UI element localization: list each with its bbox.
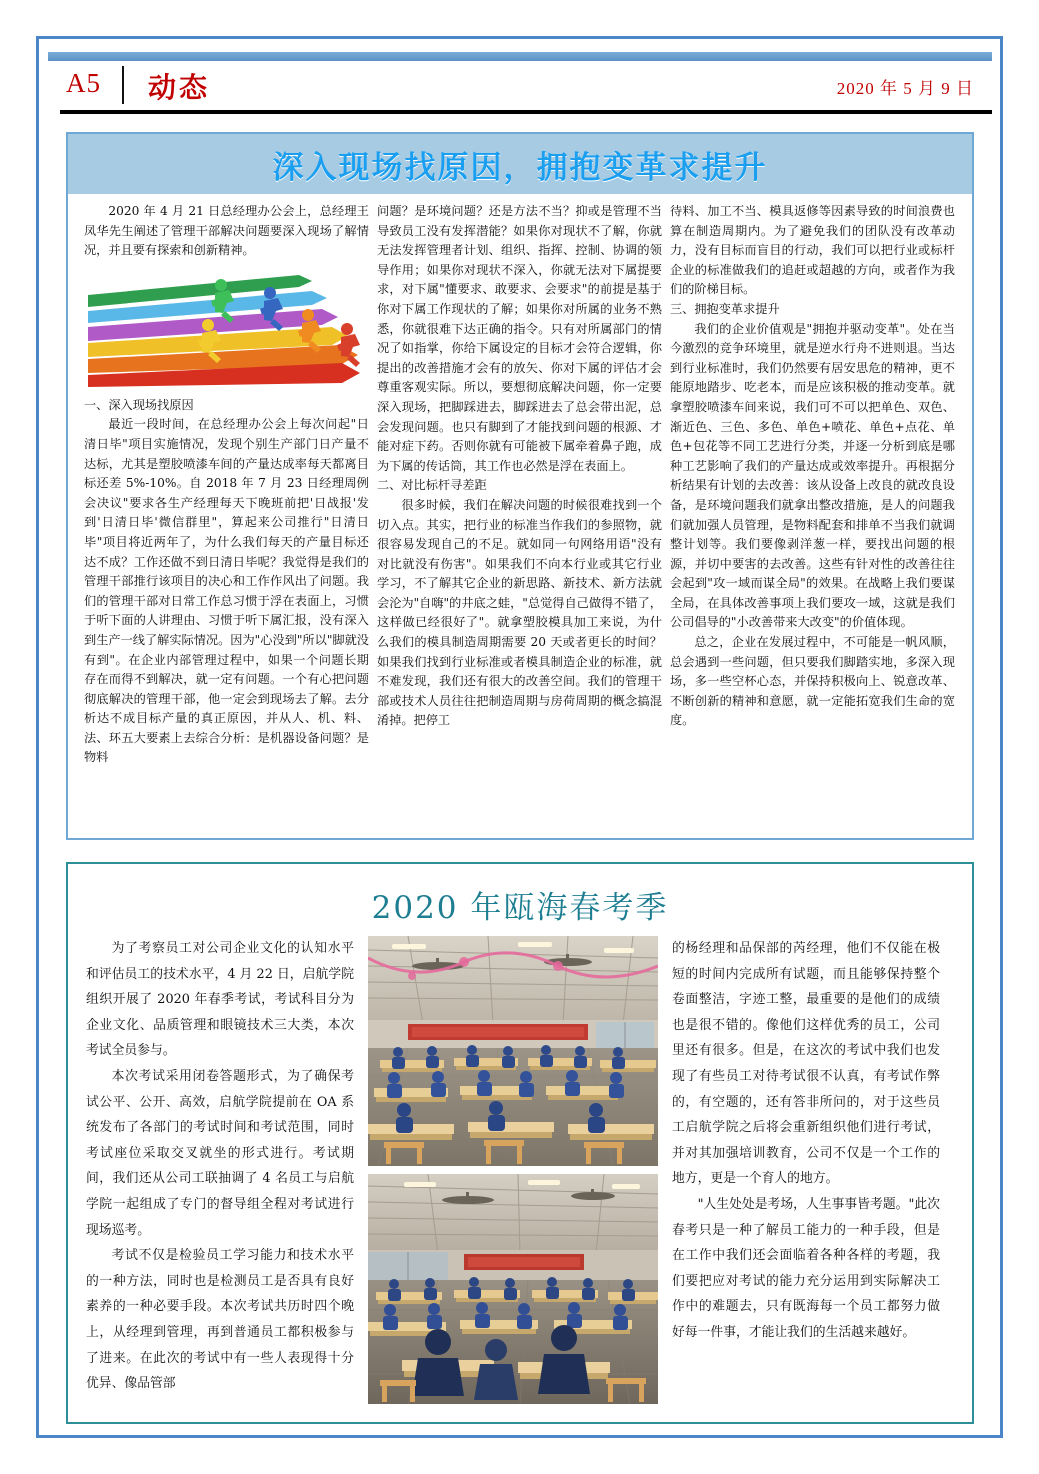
article1-col1-subhead: 一、深入现场找原因 [84,397,194,412]
masthead-blue-bar [48,52,992,61]
article1-columns [84,202,956,832]
article1-col2-body-a [377,202,662,476]
article1-col1-body [84,415,369,768]
article2-left-paragraph-3: 考试不仅是检验员工学习能力和技术水平的一种方法，同时也是检测员工是否具有良好素养的一种必要手段。本次考试共历时四个晚上，从经理到管理，再到普通员工都积极参与了进来。在此次的考试中有一些人表现得十分优异、像品管部 [86,1248,354,1392]
issue-date: 2020 年 5 月 9 日 [836,79,974,98]
article2-title: 2020 年瓯海春考季 [371,890,669,926]
page-border-top [36,36,1003,39]
article1-col2-subhead: 二、对比标杆寻差距 [377,478,487,493]
page-number: A5 [66,68,101,98]
exam-room-photo-1 [368,936,658,1166]
page-border-bottom [36,1435,1003,1438]
article2-right-body [672,936,940,1346]
article1-column-3 [670,202,955,832]
article-deep-dive [66,132,974,840]
runners-illustration [84,265,369,390]
article1-lead-paragraph: 2020 年 4 月 21 日总经理办公会上，总经理王凤华先生阐述了管理干部解决问题要深入现场了解情况，并且要有探索和创新精神。 [84,204,369,258]
article2-column-left [86,936,354,1406]
article1-col3-paragraph-3: 总之，企业在发展过程中，不可能是一帆风顺，总会遇到一些问题，但只要我们脚踏实地，多深入现场，多一些空杯心态，并保持积极向上、锐意改革、不断创新的精神和意愿，就一定能拓宽我们生命的宽度。 [670,635,955,728]
article1-title: 深入现场找原因，拥抱变革求提升 [272,149,768,186]
article2-left-paragraph-1: 为了考察员工对公司企业文化的认知水平和评估员工的技术水平，4 月 22 日，启航学院组织开展了 2020 年春季考试，考试科目分为企业文化、品质管理和眼镜技术三大类，本次考试全员参与。 [86,941,354,1059]
article2-body [86,936,954,1406]
article1-col1-paragraph: 最近一段时间，在总经理办公会上每次问起"日清日毕"项目实施情况，发现个别生产部门日产量不达标，尤其是塑胶喷漆车间的产量达成率每天都离目标还差 5%-10%。自 2018 年 7 月 23 日经理周例会决议"要求各生产经理每天下晚班前把'日战报'发到'日清日毕'微信群里"，算起来公司推行"日清日毕"项目将近两年了，为什么我们每天的产量目标还达不成？工作还做不到日清日毕呢？我觉得是我们的管理干部推行该项目的决心和工作作风出了问题。我们的管理干部对日常工作总习惯于浮在表面上，习惯于听下面的人讲理由、习惯于听下属汇报，没有深入到生产一线了解实际情况。因为"心没到"所以"脚就没有到"。在企业内部管理过程中，如果一个问题长期存在而得不到解决，就一定有问题。一个有心把问题彻底解决的管理干部，他一定会到现场去了解。去分析达不成目标产量的真正原因，并从人、机、料、法、环五大要素上去综合分析：是机器设备问题？是物料 [84,417,369,765]
article2-right-paragraph-2: "人生处处是考场，人生事事皆考题。"此次春考只是一种了解员工能力的一种手段，但是在工作中我们还会面临着各种各样的考题，我们要把应对考试的能力充分运用到实际解决工作中的难题去，只有既海每一个员工都努力做好每一件事，才能让我们的生活越来越好。 [672,1196,940,1340]
article1-column-2 [377,202,662,832]
article2-column-right [672,936,940,1406]
article2-photo-stack [368,936,658,1406]
exam-room-photo-2 [368,1174,658,1404]
article2-right-paragraph-1: 的杨经理和品保部的芮经理，他们不仅能在极短的时间内完成所有试题，而且能够保持整个卷面整洁，字迹工整，最重要的是他们的成绩也是很不错的。像他们这样优秀的员工，公司里还有很多。但是，在这次的考试中我们也发现了有些员工对待考试很不认真，有考试作弊的，有空题的，还有答非所问的，对于这些员工启航学院之后将会重新组织他们进行考试，并对其加强培训教育，公司不仅是一个工作的地方，更是一个育人的地方。 [672,941,940,1187]
exam-room-photo-2-svg [368,1174,658,1404]
masthead-rule [60,110,992,114]
masthead-divider [122,66,124,104]
article1-col3-paragraph-1: 待料、加工不当、模具返修等因素导致的时间浪费也算在制造周期内。为了避免我们的团队没有改革动力，没有目标而盲目的行动，我们可以把行业或标杆企业的标准做我们的追赶或超越的方向，或者作为我们的阶梯目标。 [670,204,955,297]
article1-col3-paragraph-2: 我们的企业价值观是"拥抱并驱动变革"。处在当今激烈的竞争环境里，就是逆水行舟不进则退。当达到行业标准时，我们仍然要有居安思危的精神，更不能原地踏步、吃老本，而是应该积极的推动变革。就拿塑胶喷漆车间来说，我们可不可以把单色、双色、渐近色、三色、多色、单色+喷花、单色+点花、单色+包花等不同工艺进行分类，并逐一分析到底是哪种工艺影响了我们的产量达成或效率提升。再根据分析结果有计划的去改善：该从设备上改良的就改良设备，是环境问题我们就拿出整改措施，是人的问题我们就加强人员管理，是物料配套和排单不当我们就调整计划等。我们要像剥洋葱一样，要找出问题的根源，并切中要害的去改善。这些有针对性的改善往往会起到"攻一域而谋全局"的效果。在战略上我们要谋全局，在具体改善事项上我们要攻一域，这就是我们公司倡导的"小改善带来大改变"的价值体现。 [670,321,955,630]
article2-left-body [86,936,354,1397]
runners-svg [84,265,369,390]
article-spring-exam [66,862,974,1424]
masthead [48,52,992,114]
article1-col3-body-a [670,202,955,300]
article1-col3-body-b [670,320,955,731]
exam-room-photo-1-svg [368,936,658,1166]
section-name: 动态 [148,71,211,104]
article1-col2-body-b [377,496,662,731]
article1-column-1 [84,202,369,832]
article1-col3-subhead: 三、拥抱变革求提升 [670,301,780,316]
article1-col2-paragraph-1: 问题？是环境问题？还是方法不当？抑或是管理不当导致员工没有发挥潜能？如果你对现状不了解，你就无法发挥管理者计划、组织、指挥、控制、协调的领导作用；如果你对现状不深入，你就无法对下属提要求，对下属"懂要求、敢要求、会要求"的前提是基于你对下属工作现状的了解；如果你对所属的业务不熟悉，你就很难下达正确的指令。只有对所属部门的情况了如指掌，你给下属设定的目标才会符合逻辑，你提出的改善措施才会有的放矢、你对下属的评估才会尊重客观实际。所以，要想彻底解决问题，你一定要深入现场，把脚踩进去，脚踩进去了总会带出泥，总会发现问题。也只有脚到了才能找到问题的根源、才能对症下药。否则你就有可能被下属牵着鼻子跑，成为下属的传话筒，其工作也必然是浮在表面上。 [377,204,662,473]
article1-col2-paragraph-2: 很多时候，我们在解决问题的时候很难找到一个切入点。其实，把行业的标准当作我们的参照物，就很容易发现自己的不足。就如同一句网络用语"没有对比就没有伤害"。如果我们不向本行业或其它行业学习，不了解其它企业的新思路、新技术、新方法就会沦为"自嗨"的井底之蛙，"总觉得自己做得不错了，这样做已经很好了"。就拿塑胶模具加工来说，为什么我们的模具制造周期需要 20 天或者更长的时间？如果我们找到行业标准或者模具制造企业的标准，就不难发现，我们还有很大的改善空间。我们的管理干部或技术人员往往把制造周期与房荷周期的概念搞混淆掉。把停工 [377,497,662,728]
masthead-row [48,66,992,106]
article2-left-paragraph-2: 本次考试采用闭卷答题形式，为了确保考试公平、公开、高效，启航学院提前在 OA 系统发布了各部门的考试时间和考试范围，同时考试座位采取交叉就坐的形式进行。考试期间，我们还从公司工联抽调了 4 名员工与启航学院一起组成了专门的督导组全程对考试进行现场巡考。 [86,1068,354,1238]
page-border-right [1000,36,1003,1438]
article1-col1-lead [84,202,369,261]
article1-title-band [68,134,972,194]
page-border-left [36,36,39,1438]
